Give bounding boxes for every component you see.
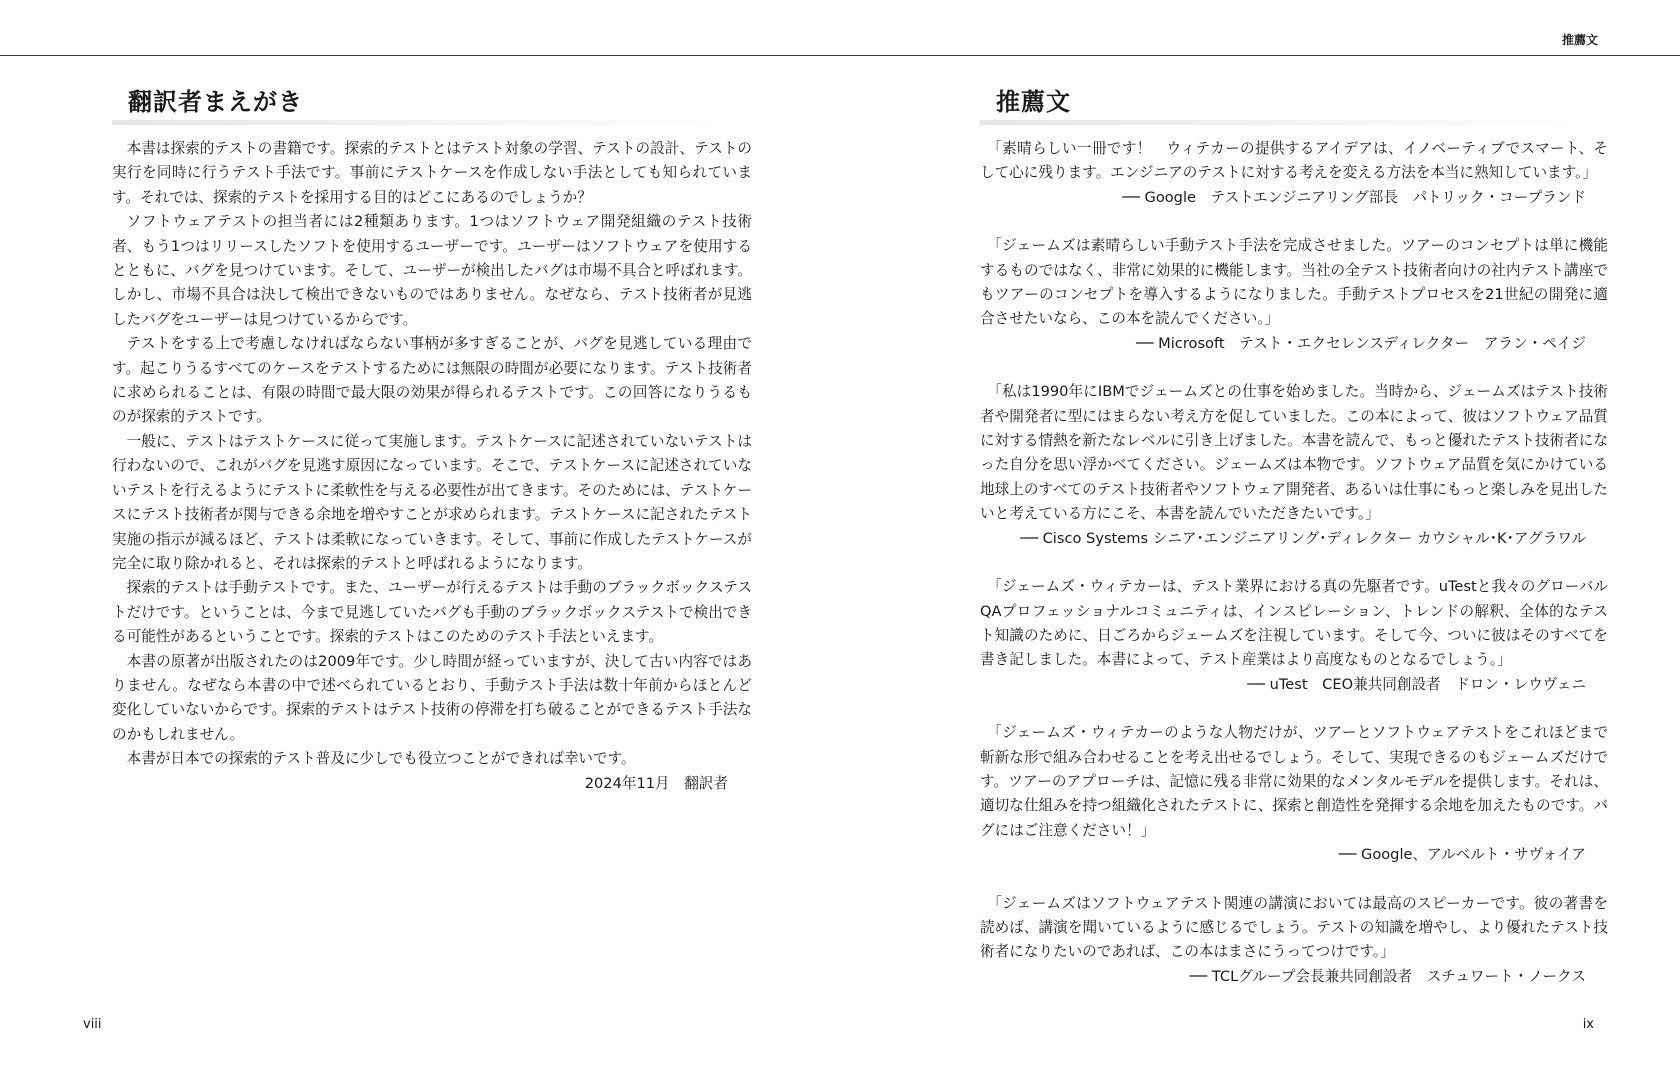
endorsement: [980, 575, 1608, 697]
endorsement: [980, 721, 1608, 867]
page-number-left: viii: [83, 1017, 102, 1032]
endorsement-attribution: ── Cisco Systems シニア･エンジニアリング･ディレクター カウシャル･K･アグラワル: [1020, 529, 1586, 547]
translator-preface-page: [112, 80, 752, 796]
preface-signature: 2024年11月 翻訳者: [584, 774, 728, 792]
endorsement-attribution: ── TCLグループ会長兼共同創設者 スチュワート・ノークス: [1189, 967, 1586, 985]
endorsement-quote: 「ジェームズは素晴らしい手動テスト手法を完成させました。ツアーのコンセプトは単に機能するものではなく、非常に効果的に機能します。当社の全テスト技術者向けの社内テスト講座でもツアーのコンセプトを導入するようになりました。手動テストプロセスを21世紀の開発に適合させたいなら、この本を読んでください。」: [980, 237, 1608, 328]
page-number-right: ix: [1582, 1017, 1594, 1032]
endorsement-quote: 「ジェームズはソフトウェアテスト関連の講演においては最高のスピーカーです。彼の著書を読めば、講演を聞いているように感じるでしょう。テストの知識を増やし、より優れたテスト技術者になりたいのであれば、この本はまさにうってつけです。」: [980, 894, 1608, 961]
paragraph: 本書の原著が出版されたのは2009年です。少し時間が経っていますが、決して古い内容ではありません。なぜなら本書の中で述べられているとおり、手動テスト手法は数十年前からほとんど変化していないからです。探索的テストはテスト技術の停滞を打ち破ることができるテスト手法なのかもしれません。: [112, 652, 752, 743]
endorsement: [980, 137, 1608, 210]
paragraph: 本書は探索的テストの書籍です。探索的テストとはテスト対象の学習、テストの設計、テストの実行を同時に行うテスト手法です。事前にテストケースを作成しない手法としても知られています。それでは、探索的テストを採用する目的はどこにあるのでしょうか？: [112, 140, 752, 206]
endorsement-attribution: ── Google テストエンジニアリング部長 パトリック・コープランド: [1122, 188, 1586, 206]
endorsement-quote: 「素晴らしい一冊です！ ウィテカーの提供するアイデアは、イノベーティブでスマート、そして心に残ります。エンジニアのテストに対する考えを変える方法を本当に熟知しています。」: [980, 140, 1608, 182]
endorsement-attribution: ── uTest CEO兼共同創設者 ドロン・レウヴェニ: [1247, 675, 1586, 693]
endorsement-quote: 「ジェームズ・ウィテカーのような人物だけが、ツアーとソフトウェアテストをこれほどまで斬新な形で組み合わせることを考え出せるでしょう。そして、実現できるのもジェームズだけです。ツアーのアプローチは、記憶に残る非常に効果的なメンタルモデルを提供します。それは、適切な仕組みを持つ組織化されたテストに、探索と創造性を発揮する余地を加えたものです。バグにはご注意ください！」: [980, 724, 1608, 839]
endorsements-page: [980, 80, 1608, 1013]
paragraph: 一般に、テストはテストケースに従って実施します。テストケースに記述されていないテストは行わないので、これがバグを見逃す原因になっています。そこで、テストケースに記述されていないテストを行えるようにテストに柔軟性を与える必要性が出てきます。そのためには、テストケースにテスト技術者が関与できる余地を増やすことが求められます。テストケースに記されたテスト実施の指示が減るほど、テストは柔軟になっていきます。そして、事前に作成したテストケースが完全に取り除かれると、それは探索的テストと呼ばれるようになります。: [112, 432, 752, 572]
endorsement: [980, 234, 1608, 356]
endorsement-attribution: ── Google、アルベルト・サヴォイア: [1338, 846, 1586, 864]
translator-preface-body: [112, 137, 752, 772]
endorsement-quote: 「ジェームズ・ウィテカーは、テスト業界における真の先駆者です。uTestと我々のグローバルQAプロフェッショナルコミュニティは、インスピレーション、トレンドの解釈、全体的なテスト知識のために、日ごろからジェームズを注視しています。そして今、ついに彼はそのすべてを書き記しました。本書によって、テスト産業はより高度なものとなるでしょう。」: [980, 578, 1608, 669]
endorsement: [980, 380, 1608, 551]
endorsements-heading: 推薦文: [980, 80, 1608, 125]
paragraph: ソフトウェアテストの担当者には2種類あります。1つはソフトウェア開発組織のテスト技術者、もう1つはリリースしたソフトを使用するユーザーです。ユーザーはソフトウェアを使用するとともに、バグを見つけています。そして、ユーザーが検出したバグは市場不具合と呼ばれます。しかし、市場不具合は決して検出できないものではありません。なぜなら、テスト技術者が見逃したバグをユーザーは見つけているからです。: [112, 213, 752, 328]
running-head: 推薦文: [1561, 33, 1598, 47]
endorsement: [980, 892, 1608, 990]
paragraph: テストをする上で考慮しなければならない事柄が多すぎることが、バグを見逃している理由です。起こりうるすべてのケースをテストするためには無限の時間が必要になります。テスト技術者に求められることは、有限の時間で最大限の効果が得られるテストです。この回答になりうるものが探索的テストです。: [112, 335, 752, 426]
paragraph: 本書が日本での探索的テスト普及に少しでも役立つことができれば幸いです。: [126, 750, 636, 768]
endorsement-attribution: ── Microsoft テスト・エクセレンスディレクター アラン・ペイジ: [1135, 334, 1586, 352]
paragraph: 探索的テストは手動テストです。また、ユーザーが行えるテストは手動のブラックボックステストだけです。ということは、今まで見逃していたバグも手動のブラックボックステストで検出できる可能性があるということです。探索的テストはこのためのテスト手法といえます。: [112, 579, 752, 646]
header-rule: [0, 55, 1680, 56]
endorsement-quote: 「私は1990年にIBMでジェームズとの仕事を始めました。当時から、ジェームズはテスト技術者や開発者に型にはまらない考え方を促していました。この本によって、彼はソフトウェア品質に対する情熱を新たなレベルに引き上げました。本書を読んで、もっと優れたテスト技術者になった自分を思い浮かべてください。ジェームズは本物です。ソフトウェア品質を気にかけている地球上のすべてのテスト技術者やソフトウェア開発者、あるいは仕事にもっと楽しみを見出したいと考えている方にこそ、本書を読んでいただきたいです。」: [980, 383, 1608, 523]
translator-preface-heading: 翻訳者まえがき: [112, 80, 752, 125]
